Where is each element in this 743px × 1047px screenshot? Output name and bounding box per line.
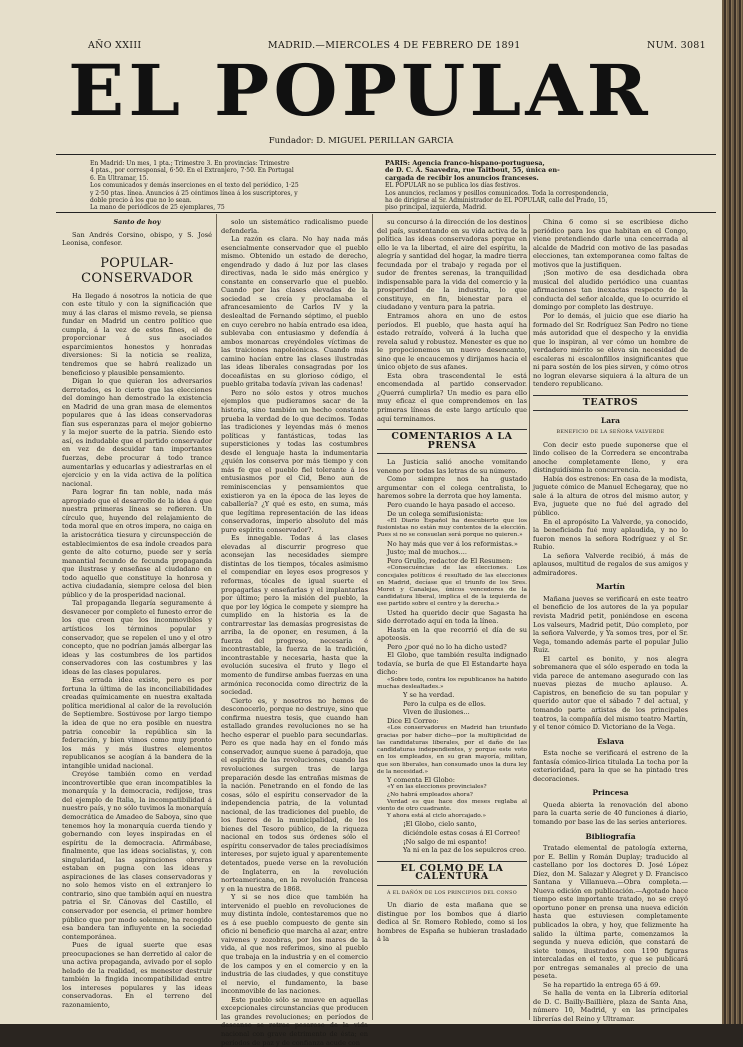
paragraph: La señora Valverde recibió, á más de aplausos, multitud de regalos de sus amigos y admiradores.: [533, 551, 688, 577]
press-quote: ¿No habrá empleados ahora?: [387, 791, 473, 798]
paragraph: En el apropósito La Valverde, ya conocido, la beneficiada fué muy aplaudida, y no lo fueron menos la señora Rodríguez y el Sr. Rubio.: [533, 517, 688, 552]
press-item: Hasta en la que recorrió el día de su apoteosis.: [377, 625, 527, 643]
book-page-edge: [722, 0, 743, 1024]
press-item: No hay más que ver á los reformistas.»: [387, 539, 518, 548]
paragraph: Esta noche se verificará el estreno de la fantasía cómico-lírica titulada La tocha por la exterioridad, para la que se ha pintado tres decoraciones.: [533, 749, 688, 783]
press-section-title: COMENTARIOS A LA PRENSA: [377, 429, 527, 454]
paragraph: Este pueblo sólo se mueve en aquellas excepcionales circunstancias que producen las grandes revoluciones; en períodos de descanso se retrae pesaroso de la vida nacional con grave detrimento de ésta; en períodos de paz y de confianza acude con: [221, 995, 368, 1047]
paragraph: Mañana jueves se verificará en este teatro el beneficio de los autores de la ya popular revista Madrid petit, poniéndose en escena Los valseurs, Madrid petit, Dúo completo, por la señora Valverde, y Ya somos tres, por el Sr. Vega, tomando además parte el popular Julio Ruiz.: [533, 594, 688, 655]
paragraph: Tratado elemental de patología externa, por E. Bellin y Román Duplay; traducido al castellano por los doctores D. José López Díez, don M. Salazar y Alegret y D. Francisco Santana y Villanueva.—Obra completa.—Nueva edición en publicación.—Agotado hace tiempo este importante tratado, no se creyó oportuno poner en prensa una nueva edición hasta que estuviesen completamente publicados la obra, y hoy, que felizmente ha salido la última parte, comenzamos la segunda y nueva edición, que constará de siete tomos, ilustrados con 1190 figuras intercaladas en el texto, y que se publicará por entregas semanales al precio de una peseta.: [533, 844, 688, 981]
verse-line: ¡No salgo de mi espanto!: [403, 837, 487, 846]
divider: [56, 154, 716, 155]
paragraph: Creyóse también como en verdad incontrovertible que eran incompatibles la monarquía y la democracia, redijose, tras del ejemplo de Italia, la incompatibilidad á nuestro país, y no sólo tuvimos la monarquía democrática de Amadeo de Saboya, sino que tenemos hoy la monarquía cuerda tiendo y gobernando con leyes inspiradas en el espíritu de la democracia. Afirmábase, finalmente, que las ideas socialistas, y, con singularidad, las aspiraciones obreras estaban en pugna con las ideas y aspiraciones de las clases conservadoras y no solo hemos visto en el extranjero lo contrario, sino que también aquí en nuestra patria el Sr. Cánovas del Castillo, el conservador por esencia, el primer hombre público que por modo solemne, ha recogido esa bandera tan influyente en la sociedad contemporánea.: [62, 770, 212, 941]
press-item: Pero cuando le haya pasado el acceso.: [387, 500, 516, 509]
column-1: [62, 218, 212, 1018]
press-item: Pero ¿por qué no lo ha dicho usted?: [387, 642, 507, 651]
paragraph: Un diario de esta mañana que se distingue por los bombos que á diario dedica al Sr. Romero Robledo, como si los hombres de España se hubieran trasladado á la: [377, 901, 527, 944]
dateline: MADRID.—MIERCOLES 4 DE FEBRERO DE 1891: [267, 40, 521, 51]
paragraph: Por lo demás, el juicio que ese diario ha formado del Sr. Rodríguez San Pedro no tiene más autoridad que el despecho y la envidia que lo inspiran, al ver cómo un hombre de verdadero mérito se eleva sin necesidad de escaleras ni escalonfillos insignificantes que ni para sostén de los pies sirven, y cómo otros no logran elevarse siquiera á la altura de un tendero republicano.: [533, 312, 688, 389]
verse-line: ¡El Globo, cielo santo,: [403, 820, 477, 829]
press-quote: Verdad es que hace dos meses reglaba al viento de otro cuadrante.: [377, 798, 527, 813]
paragraph: Queda abierta la renovación del abono para la cuarta serie de 40 funciones á diario, tomando por base las de las series anteriores.: [533, 800, 688, 826]
lara-heading: Lara: [601, 416, 620, 426]
paragraph: Es innegable. Todas á las clases elevadas al discurrir progreso que aconsejan las necesidades siempre distintas de los tiempos, tócales asimismo el compendiar en leyes esos progresos y reformas, tócales de igual suerte el propagarlas y enseñarlas y el implantarlas por último; pero la misión del pueblo, la que por ley lógica le compete y siempre ha cumplido en la historia es la de contrarrestar las demasías progresistas de arriba, la de oponer, en resumen, á la fuerza del progreso, necesaria é incontrastable, la fuerza de la tradición, incontrastable y necesaria, hasta que la evolución sucesiva el fruto y llego el momento de fundirse ambas fuerzas en una armónica reconocida como directriz de la sociedad.: [221, 534, 368, 697]
press-quote: Y ahora está al ciclo ahorcajado.»: [387, 813, 487, 820]
article-title: POPULAR-CONSERVADOR: [81, 255, 193, 286]
paris-agency-box: PARIS: Agencia franco-hispano-portuguesa, de D. C. A. Saavedra, rue Taitbout, 55, única en- cargada de recibir los anuncios franceses. EL POPULAR no se publica los días festivos. Los anuncios, reclamos y pesillos comunicados. Toda la correspondencia, ha de dirigirse al Sr. Administrador de EL POPULAR, calle del Prado, 15, piso principal, izquierda, Madrid.: [385, 159, 609, 212]
paragraph: Ha llegado á nosotros la noticia de que con este título y con la significación que muy á las claras el mismo revela, se piensa fundar en Madrid un centro político que cumpla, á la vez de estos fines, el de proporcionar á sus asociados esparcimientos honestos y honradas diversiones: Si la noticia se realiza, tendremos que se habrá realizado un beneficioso y plausible pensamiento.: [62, 291, 212, 377]
press-item: El Globo, que también resulta indignado todavía, se burla de que El Estandarte haya dicho:: [377, 651, 527, 677]
verse-line: Viven de ilusiones...: [403, 708, 470, 717]
paragraph: La razón es clara. No hay nada más esencialmente conservador que el pueblo mismo. Obtenido un estado de derecho, engendrado y dado á luz por las clases directivas, nada le sido más enérgico y constante en conservarlo que el pueblo. Cuando por las clases elevadas de la sociedad se creía y proclamaba el afrancesamiento de Carlos IV y la deslealtad de Fernando séptimo, el pueblo en cuyo cerebro no había entrado esa idea, sublevaba con entusiasmo y defendía á ambos monarcas creyéndoles víctimas de las traiciones napoleónicas. Cuando más camino hacían entre las clases ilustradas las ideas liberales consagradas por los doceañistas en su glorioso código, el pueblo gritaba todavía ¡vivan las cadenas!: [221, 235, 368, 389]
press-quote: «Los conservadores en Madrid han triunfado gracias por haber dicho—por la multiplicidad de las candidaturas liberales, por el daño de las candidaturas independientes, y porque este voto en los empleados, en su gran mayoría, militan, que son liberales, han consumado unos la dura ley de la necesidad.»: [377, 725, 527, 775]
paragraph: Con decir esto puede suponerse que el lindo coliseo de la Corredera se encontraba anoche completamente lleno, y era distinguidísima la concurrencia.: [533, 440, 688, 475]
colmo-subtitle: Á EL DAÑÓN DE LOS PRINCIPIOS DEL CONSO: [386, 890, 517, 896]
paragraph: Se halla de venta en la Librería editorial de D. C. Bailly-Baillière, plaza de Santa Ana, número 10, Madrid, y en las principales librerías del Reino y Ultramar.: [533, 989, 688, 1024]
press-quote: «El Diario Español ha descubierto que los fusionistas no están muy contentos de la elección. Pues si no se consuelan será porque no quieren.»: [377, 518, 527, 539]
eslava-heading: Eslava: [597, 736, 624, 746]
year-label: AÑO XXIII: [88, 40, 142, 51]
column-rule: [372, 214, 373, 1020]
press-item: Justo; mal de muchos....: [387, 548, 467, 557]
verse-line: Pero la culpa es de ellos.: [403, 699, 486, 708]
press-quote: «Consecuéncias de las elecciones. Los concejales políticos é resultado de las elecciones en Madrid, decíase que el triunfo de los Sres. Moret y Canalejas, únicos vencedores de la candidatura liberal, implica el de la izquierda de ese partido sobre el centro y la derecha.»: [377, 565, 527, 608]
press-quote: «Y en las elecciones provinciales?: [387, 784, 487, 791]
colmo-title: EL COLMO DE LA CALENTURA: [377, 861, 527, 886]
princesa-heading: Princesa: [592, 788, 629, 798]
verse-line: Y se ha verdad.: [403, 691, 455, 700]
founder-line: Fundador: D. MIGUEL PERILLAN GARCIA: [268, 136, 454, 146]
paragraph: China 6 como si se escribiese dicho periódico para los que habitan en el Congo, viene pretendiendo darle una cencerrada al alcalde de Madrid con motivo de las pasadas elecciones, tan extemporanea como faltas de motivos que la justifiquen.: [533, 218, 688, 269]
paragraph: ¡Son motivo de esa desdichada obra musical del aludido periódico una cuantas afirmaciones tan inexactas respecto de la conducta del señor alcalde, que lo ocurrido el domingo por completo las destruye.: [533, 269, 688, 312]
paragraph: Entramos ahora en uno de estos períodos. El pueblo, que hasta aquí ha estado retraído, volverá á la lucha que revela salud y robustez. Menester es que no le propocionemos un nuevo desencanto, sino que le encaucemos y dirijamos hacia el único objeto de sus afanes.: [377, 312, 527, 372]
subscription-box: En Madrid: Un mes, 1 pta.; Trimestre 3. En provincias: Trimestre 4 ptas., por corresponsal, 6·50. En el Extranjero, 7·50. En Portugal 6. En Ultramar, 15. Los comunicados y demás inserciones en el texto del periódico, 1·25 y 2·50 ptas. línea. Anuncios á 25 céntimos línea á los suscriptores, y doble precio á los que no lo sean. La mano de periódicos de 25 ejemplares, 75: [90, 160, 299, 212]
press-item: La Justicia salió anoche vomitando veneno por todas las letras de su número.: [377, 458, 527, 475]
saint-heading: Santo de hoy: [113, 218, 161, 226]
press-item: Dice El Correo:: [387, 716, 439, 725]
theatres-title: TEATROS: [533, 395, 688, 412]
paragraph: Y si se nos dice que también ha intervenido el pueblo en revoluciones de muy distinta índole, contestaremos que no es á ese pueblo compuesto de gente sin oficio ni beneficio que marcha al azar, entre vaivenes y zozobras, por los mares de la vida, al que nos referimos, sino al pueblo que trabaja en la industria y en el comercio de los campos y en el comercio y en la industria de las ciudades, y que constituye el nervio, el fundamento, la base inconmovible de las naciones.: [221, 893, 368, 996]
column-2: [221, 218, 368, 1047]
paragraph: Cierto es, y nosotros no hemos de desconocerlo, porque no destruye, sino que confirma nuestra tesis, que cuando han estallado grandes revoluciones no se ha hecho esperar el pueblo para secundarlas. Pero es que nada hay en el fondo más conservador, aunque suene á paradoja, que el espíritu de las revoluciones, cuando las revoluciones surgen tras de larga preparación desde las entrañas mismas de la nación. Penetrando en el fondo de las cosas, sólo el espíritu conservador de la independencia patria, de la voluntad nacional, de las tradiciones del pueblo, de los fueros de la municipalidad, de los bienes del Tesoro público, de la riqueza nacional en todos sus órdenes sólo el espíritu conservador de tales preciadísimos intereses, por sujeto igual y aparentemente detentados, puede verse en la revolución de Inglaterra, en la revolución norteamericana, en la revolución francesa y en la nuestra de 1868.: [221, 696, 368, 893]
press-quote: «Sobre todo, contra los republicanos ha habido muchas deslealtades.»: [377, 676, 527, 691]
column-4: [533, 218, 688, 1024]
masthead-title: EL POPULAR: [68, 49, 652, 132]
press-item: Usted ha querido decir que Sagasta ha sido derrotado aquí en toda la línea.: [377, 608, 527, 626]
paragraph: Se ha repartido la entrega 65 á 69.: [543, 980, 661, 989]
issue-number: NUM. 3081: [647, 40, 706, 51]
press-item: Como siempre nos ha gustado argumentar con el colega centralista, lo haremos sobre la derrota que hoy lamenta.: [377, 475, 527, 501]
lara-subtitle: BENEFICIO DE LA SEÑORA VALVERDE: [556, 430, 665, 436]
paragraph: Pues de igual suerte que esas preocupaciones se han derretido al calor de una activa propaganda, avivado por el soplo helado de la realidad, es menester destruir también la fingida incompatibilidad entre los intereses populares y las ideas conservadoras. En el terreno del razonamiento,: [62, 941, 212, 1010]
paragraph: Esta obra trascendental le está encomendada al partido conservador. ¿Querrá cumplirla? Un medio es para ello muy eficaz el que comprendemos en las primeras líneas de este largo artículo que aquí terminamos.: [377, 371, 527, 423]
paragraph: El cartel es bonito, y nos alegra sobremanera que el sólo esperado en toda la vida parece de antemano asegurado con las nuevas piezas de mucho aplauso. A. Capistros, en beneficio de su tan popular y querido autor que el sábado 7 del actual, y tomando parte artistas de los principales teatros, la compañía del mismo teatro Martín, y el tenor cómico D. Victoriano de la Vega.: [533, 654, 688, 732]
verse-line: diciéndole estas cosas á El Correo!: [403, 829, 521, 838]
martin-heading: Martín: [596, 582, 625, 592]
paragraph: su concurso á la dirección de los destinos del país, sustentando en su vida activa de la política las ideas conservadoras porque en ello le va la libertad, el aire del espíritu, la alegría y santidad del hogar, la madre tierra fecundada por el trabajo y regada por el sudor de frentes serenas, la tranquilidad indispensable para la vida del comercio y la prosperidad de la industria, lo que constituye, en fin, bienestar para el ciudadano y ventura para la patria.: [377, 218, 527, 312]
paragraph: solo un sistemático radicalismo puede defenderla.: [221, 218, 368, 235]
paragraph: Pero no sólo estos y otros muchos ejemplos que pudieramos sacar de la historia, sino también un hecho constante prueba la verdad de lo que decimos. Todas las tradiciones y leyendas más ó menos políticas y fantásticas, todas las supersticiones y todas las costumbres desde el lenguaje hasta la indumentaria ¿quién los conserva por más tiempo y con más fe que el pueblo fiel tolerante á los entusiasmos por el Cid, Beno aun de reminiscencias y pensamientos que existieron ya en la época de las leyes de caballería? ¿Y qué es esto, en suma, más que legítima representación de las ideas conservadoras, imperio absoluto del más puro espíritu conservador?.: [221, 388, 368, 534]
paragraph: Para lograr fin tan noble, nada más apropiado que el desarrollo de la idea á que nuestra primeras líneas se refieren. Un círculo que, huyendo del relajamiento de toda moral que en otros impera, no caiga en la aristocrática tiesura y circunspección de establecimientos de esa índole creados para gente de alto coturno, puede ser y sería manantial fecundo de fecunda propaganda que ilustrase y enseñase al ciudadano en todo aquello que constituye la honrosa y activa ciudadanía, siempre celosa del bien público y de la prosperidad nacional.: [62, 488, 212, 599]
press-item: Y comenta El Globo:: [387, 775, 455, 784]
press-item: Pero Grullo, redactor de El Resumen:: [387, 556, 513, 565]
column-3: [377, 218, 527, 1018]
column-rule: [529, 214, 530, 1020]
paragraph: Digan lo que quieran los adversarios derrotados, es lo cierto que las elecciones del domingo han demostrado la existencia en Madrid de una gran masa de elementos populares que á las ideas conservadoras fían sus esperanzas para el mejor gobierno y la mejor suerte de la patria. Siendo esto así, es indudable que el partido conservador en vez de descuidar tan importantes fuerzas, debe procurar á todo trance aumentarlas y educarlas y adiestrarlas en el ejercicio y en la vida activa de la política nacional.: [62, 377, 212, 488]
bibliography-heading: Bibliografía: [585, 831, 636, 841]
verse-line: Ya ni en la paz de los sepulcros creo.: [403, 846, 527, 855]
column-rule: [216, 214, 217, 1020]
paragraph: Tal propaganda llegaría seguramente á desvanecer por completo el funesto error de los que creen que los inconmovibles y artísticos los términos popular y conservador, que se repelen el uno y el otro concepto, que no podrían jamás albergar las ideas y las costumbres de los partidos conservadores con las costumbres y las ideas de las clases populares.: [62, 599, 212, 676]
paragraph: Esa errada idea existe, pero es por fortuna la última de las inconciliabilidades creadas químicamente en nuestra exaltada política meridional al calor de la revolución de Septiembre. Sostúvose por largo tiempo la idea de que no era posible en nuestra patria concebir la república sin la federación, y bien vimos como muy pronto los más y más ilustres elementos republicanos se acogían á la bandera de la intangible unidad nacional.: [62, 676, 212, 770]
paragraph: Había dos estrenos: En casa de la modista, juguete cómico de Manuel Echegaray, que no sale á la altura de otros del mismo autor, y Eva, juguete que no fué del agrado del público.: [533, 474, 688, 517]
saint-text: San Andrés Corsino, obispo, y S. José Leonisa, confesor.: [62, 230, 212, 248]
divider: [56, 212, 716, 213]
press-item: De un colega semifusionista:: [387, 509, 484, 518]
